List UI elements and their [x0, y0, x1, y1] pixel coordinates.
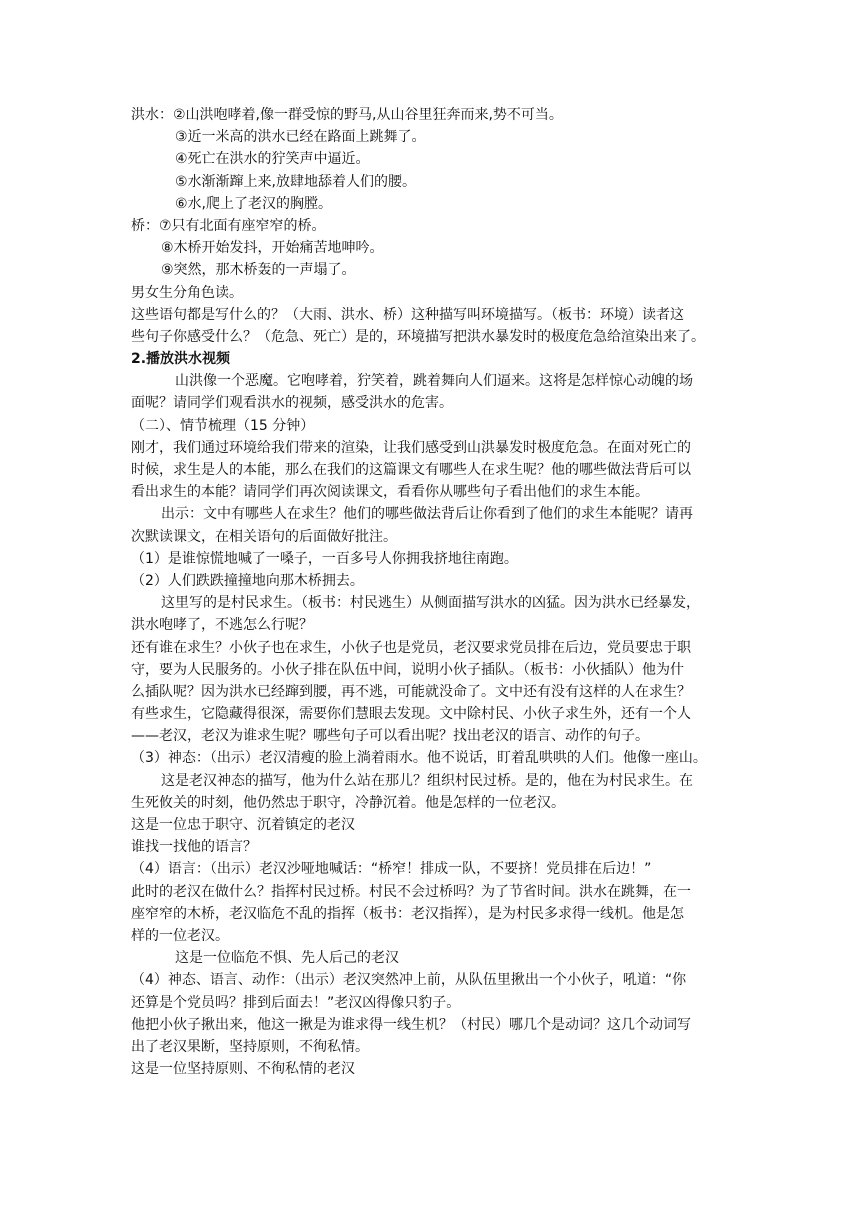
text-line: 这是一位坚持原则、不徇私情的老汉	[131, 1061, 355, 1078]
text-line: 还有谁在求生？小伙子也在求生，小伙子也是党员，老汉要求党员排在后边，党员要忠于职	[131, 639, 691, 656]
text-line: 看出求生的本能？请同学们再次阅读课文，看看你从哪些句子看出他们的求生本能。	[131, 484, 649, 501]
text-line: 生死攸关的时刻，他仍然忠于职守，冷静沉着。他是怎样的一位老汉。	[131, 794, 565, 811]
text-line: ⑨突然，那木桥轰的一声塌了。	[161, 262, 356, 279]
text-line: 男女生分角色读。	[131, 284, 243, 301]
text-line: 面呢？请同学们观看洪水的视频，感受洪水的危害。	[131, 395, 453, 412]
text-line: 刚才，我们通过环境给我们带来的渲染，让我们感受到山洪暴发时极度危急。在面对死亡的	[131, 439, 691, 456]
text-line: 山洪像一个恶魔。它咆哮着，狞笑着，跳着舞向人们逼来。这将是怎样惊心动魄的场	[175, 373, 693, 390]
text-line: 桥：⑦只有北面有座窄窄的桥。	[131, 217, 326, 234]
text-line: （1）是谁惊慌地喊了一嗓子，一百多号人你拥我挤地往南跑。	[131, 550, 518, 567]
text-line: 这些语句都是写什么的？（大雨、洪水、桥）这种描写叫环境描写。（板书：环境）读者这	[131, 306, 684, 323]
text-line: 次默读课文，在相关语句的后面做好批注。	[131, 528, 397, 545]
text-line: 样的一位老汉。	[131, 927, 229, 944]
text-line: 谁找一找他的语言？	[131, 839, 257, 856]
text-line: 这是一位忠于职守、沉着镇定的老汉	[131, 817, 355, 833]
text-line: ⑧木桥开始发抖，开始痛苦地呻吟。	[161, 240, 384, 257]
text-line: 么插队呢？因为洪水已经蹿到腰，再不逃，可能就没命了。文中还有没有这样的人在求生？	[131, 683, 691, 700]
text-line: 洪水咆哮了，不逃怎么行呢？	[131, 617, 313, 634]
text-line: （4）神态、语言、动作：（出示）老汉突然冲上前，从队伍里揪出一个小伙子，吼道：“你	[131, 972, 687, 989]
text-line: （2）人们跌跌撞撞地向那木桥拥去。	[131, 572, 364, 589]
text-line: 出示：文中有哪些人在求生？他们的哪些做法背后让你看到了他们的求生本能呢？请再	[161, 506, 693, 523]
text-line: ③近一米高的洪水已经在路面上跳舞了。	[175, 129, 426, 146]
text-line: （4）语言：（出示）老汉沙哑地喊话：“桥窄！排成一队，不要挤！党员排在后边！”	[131, 861, 652, 878]
text-line: （二）、情节梳理（15 分钟）	[131, 417, 315, 434]
text-line: 座窄窄的木桥，老汉临危不乱的指挥（板书：老汉指挥），是为村民多求得一线机。他是怎	[131, 905, 684, 922]
text-line: 守，要为人民服务的。小伙子排在队伍中间，说明小伙子插队。（板书：小伙插队）他为什	[131, 661, 684, 678]
text-line: 他把小伙子揪出来，他这一揪是为谁求得一线生机？（村民）哪几个是动词？这几个动词写	[131, 1016, 691, 1033]
text-line: 此时的老汉在做什么？指挥村民过桥。村民不会过桥吗？为了节省时间。洪水在跳舞，在一	[131, 883, 691, 900]
document-page	[131, 104, 741, 1080]
text-line: ④死亡在洪水的狞笑声中逼近。	[175, 151, 370, 168]
text-line: 出了老汉果断，坚持原则，不徇私情。	[131, 1038, 369, 1055]
text-line: ——老汉，老汉为谁求生呢？哪些句子可以看出呢？找出老汉的语言、动作的句子。	[131, 728, 649, 745]
text-line: 这是一位临危不惧、先人后己的老汉	[175, 950, 399, 967]
text-line: 些句子你感受什么？（危急、死亡）是的，环境描写把洪水暴发时的极度危急给渲染出来了。	[131, 328, 705, 345]
text-line: 2.播放洪水视频	[131, 351, 231, 368]
text-line: 还算是个党员吗？排到后面去！”老汉凶得像只豹子。	[131, 994, 461, 1011]
text-line: ⑤水渐渐蹿上来,放肆地舔着人们的腰。	[175, 173, 416, 190]
text-line: 洪水：②山洪咆哮着,像一群受惊的野马,从山谷里狂奔而来,势不可当。	[131, 107, 563, 123]
text-line: ⑥水,爬上了老汉的胸膛。	[175, 195, 333, 212]
text-line: 有些求生，它隐藏得很深，需要你们慧眼去发现。文中除村民、小伙子求生外，还有一个人	[131, 706, 691, 723]
text-line: 这是老汉神态的描写，他为什么站在那儿？组织村民过桥。是的，他在为村民求生。在	[161, 772, 693, 789]
text-line: 时候，求生是人的本能，那么在我们的这篇课文有哪些人在求生呢？他的哪些做法背后可以	[131, 462, 691, 478]
text-line: （3）神态：（出示）老汉清瘦的脸上淌着雨水。他不说话，盯着乱哄哄的人们。他像一座山。	[131, 750, 707, 767]
text-line: 这里写的是村民求生。（板书：村民逃生）从侧面描写洪水的凶猛。因为洪水已经暴发，	[161, 595, 700, 612]
